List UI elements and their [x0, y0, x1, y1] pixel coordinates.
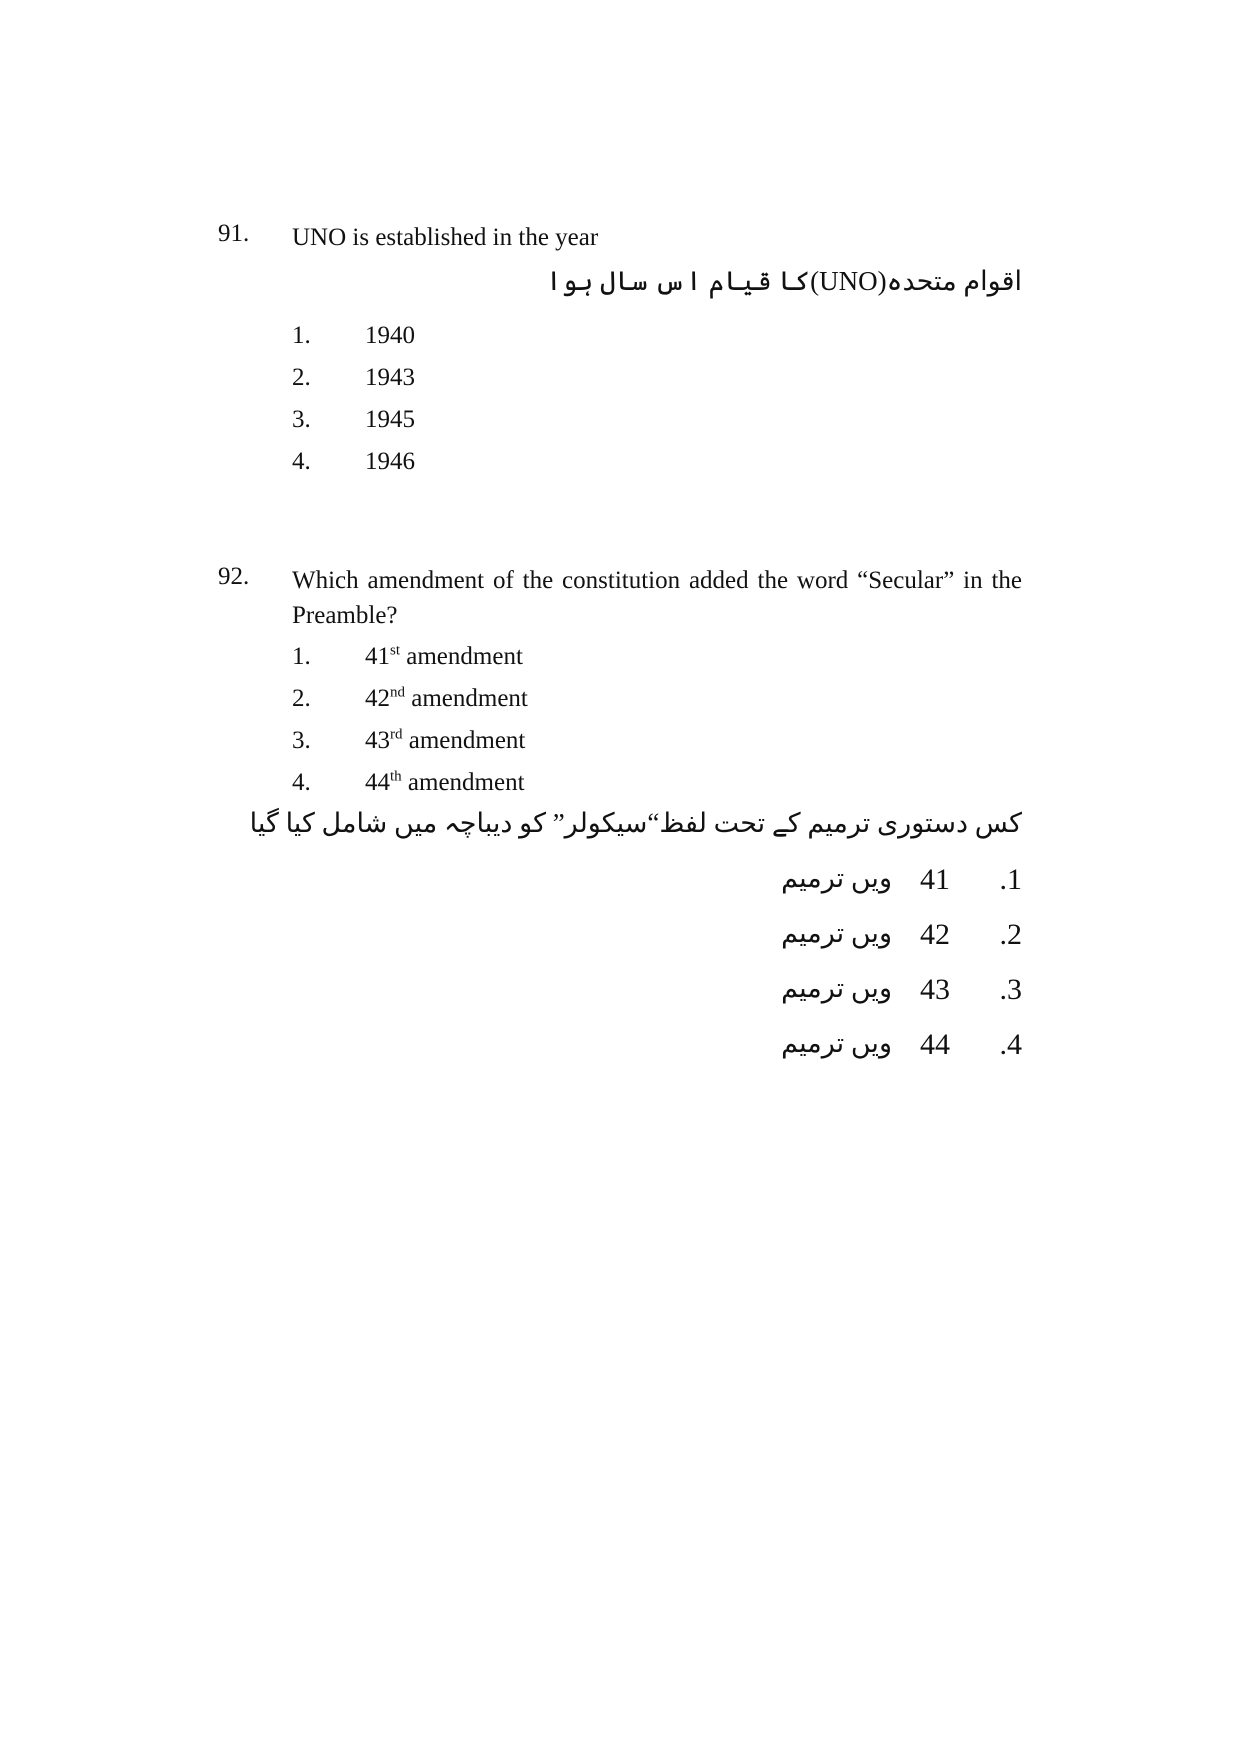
urdu-option-value: 43 [920, 973, 950, 1006]
option-value: 43rd amendment [365, 726, 526, 754]
option-number: 1. [292, 643, 311, 670]
option-value: 1940 [365, 322, 415, 349]
urdu-option-3[interactable] [722, 973, 1022, 1021]
option-value: 41st amendment [365, 642, 523, 670]
option-number: 2. [292, 364, 311, 391]
option-number: 4. [292, 769, 311, 796]
option-number: 4. [292, 448, 311, 475]
urdu-option-word: ویں ترمیم [781, 918, 892, 948]
option-number: 2. [292, 685, 311, 712]
urdu-option-value: 41 [920, 863, 950, 896]
question-text: Which amendment of the constitution added the word “Secular” in the Preamble? [292, 567, 1022, 629]
option-value: 44th amendment [365, 768, 525, 796]
question-urdu-text: کس دستوری ترمیم کے تحت لفظ“سیکولر” کو دیباچہ میں شامل کیا گیا [249, 808, 1022, 838]
urdu-option-number: .1 [999, 863, 1022, 896]
question-text: UNO is established in the year [292, 224, 599, 251]
question-number: 92. [218, 563, 250, 590]
option-number: 3. [292, 727, 311, 754]
urdu-option-number: .3 [999, 973, 1022, 1006]
urdu-option-word: ویں ترمیم [781, 863, 892, 893]
option-value: 1945 [365, 406, 415, 433]
urdu-option-value: 42 [920, 918, 950, 951]
urdu-option-word: ویں ترمیم [781, 1028, 892, 1058]
urdu-option-word: ویں ترمیم [781, 973, 892, 1003]
option-number: 1. [292, 322, 311, 349]
urdu-option-1[interactable] [722, 863, 1022, 911]
option-value: 42nd amendment [365, 684, 528, 712]
option-value: 1946 [365, 448, 415, 475]
urdu-option-number: .4 [999, 1028, 1022, 1061]
question-urdu-text: اقوام متحدہ(UNO)کا قیام اس سال ہوا [545, 266, 1022, 296]
urdu-option-value: 44 [920, 1028, 950, 1061]
urdu-option-2[interactable] [722, 918, 1022, 966]
urdu-option-4[interactable] [722, 1028, 1022, 1076]
option-number: 3. [292, 406, 311, 433]
urdu-option-number: .2 [999, 918, 1022, 951]
option-value: 1943 [365, 364, 415, 391]
question-number: 91. [218, 220, 250, 247]
